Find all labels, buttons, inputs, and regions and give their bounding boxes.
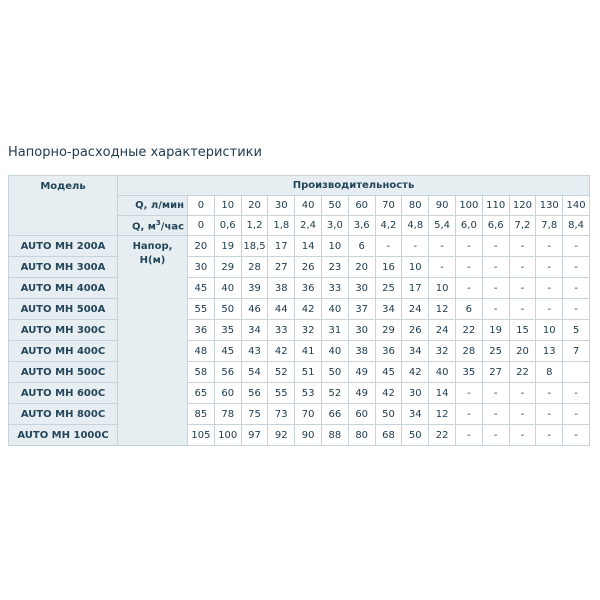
head-value-cell: - <box>509 299 536 320</box>
head-value-cell: 50 <box>375 404 402 425</box>
head-value-cell: 46 <box>241 299 268 320</box>
head-value-cell: 20 <box>188 236 215 257</box>
head-value-cell: 31 <box>321 320 348 341</box>
head-value-cell: 42 <box>268 341 295 362</box>
head-value-cell: 27 <box>482 362 509 383</box>
head-value-cell: 90 <box>295 425 322 446</box>
flow-lmin-cell: 120 <box>509 196 536 216</box>
head-value-cell: - <box>563 257 590 278</box>
head-value-cell: 24 <box>402 299 429 320</box>
head-value-cell: 36 <box>375 341 402 362</box>
head-value-cell: 36 <box>295 278 322 299</box>
table-row <box>9 383 590 404</box>
head-value-cell: 54 <box>241 362 268 383</box>
flow-m3h-cell: 0,6 <box>214 216 241 236</box>
head-value-cell: 7 <box>563 341 590 362</box>
head-value-cell: 39 <box>241 278 268 299</box>
head-value-cell: 10 <box>321 236 348 257</box>
head-value-cell: 35 <box>455 362 482 383</box>
head-value-cell: - <box>482 404 509 425</box>
head-value-cell: - <box>455 257 482 278</box>
flow-lmin-label: Q, л/мин <box>118 196 188 216</box>
head-value-cell: 51 <box>295 362 322 383</box>
head-value-cell: 19 <box>482 320 509 341</box>
head-value-cell: - <box>563 404 590 425</box>
head-value-cell: 52 <box>321 383 348 404</box>
head-value-cell: 68 <box>375 425 402 446</box>
head-value-cell: - <box>455 425 482 446</box>
head-value-cell: - <box>509 425 536 446</box>
head-value-cell: 73 <box>268 404 295 425</box>
head-value-cell: - <box>375 236 402 257</box>
head-value-cell: 24 <box>429 320 456 341</box>
head-value-cell: 17 <box>268 236 295 257</box>
flow-m3h-cell: 1,8 <box>268 216 295 236</box>
head-value-cell: 30 <box>402 383 429 404</box>
head-value-cell: 20 <box>509 341 536 362</box>
head-value-cell: 20 <box>348 257 375 278</box>
head-value-cell: 30 <box>348 278 375 299</box>
head-value-cell: 18,5 <box>241 236 268 257</box>
head-value-cell: 85 <box>188 404 215 425</box>
head-value-cell: 45 <box>375 362 402 383</box>
head-value-cell: - <box>482 299 509 320</box>
flow-m3h-cell: 3,0 <box>321 216 348 236</box>
flow-m3h-cell: 4,2 <box>375 216 402 236</box>
head-value-cell: 80 <box>348 425 375 446</box>
head-value-cell: 40 <box>214 278 241 299</box>
performance-table <box>8 175 590 446</box>
table-row <box>9 362 590 383</box>
head-value-cell: 75 <box>241 404 268 425</box>
head-value-cell: 32 <box>295 320 322 341</box>
head-value-cell: 33 <box>268 320 295 341</box>
head-value-cell: 12 <box>429 404 456 425</box>
head-value-cell: - <box>509 278 536 299</box>
head-value-cell: 38 <box>268 278 295 299</box>
head-value-cell: 55 <box>188 299 215 320</box>
head-value-cell: 10 <box>402 257 429 278</box>
model-name: AUTO MH 1000C <box>9 425 118 446</box>
head-value-cell: 60 <box>348 404 375 425</box>
head-value-cell: 27 <box>268 257 295 278</box>
table-row <box>9 320 590 341</box>
flow-m3h-cell: 8,4 <box>563 216 590 236</box>
head-value-cell: 34 <box>375 299 402 320</box>
head-value-cell: 45 <box>188 278 215 299</box>
head-value-cell: 49 <box>348 362 375 383</box>
flow-m3h-cell: 2,4 <box>295 216 322 236</box>
head-value-cell: 13 <box>536 341 563 362</box>
head-value-cell: 12 <box>429 299 456 320</box>
page-title: Напорно-расходные характеристики <box>8 145 262 160</box>
head-value-cell: 40 <box>429 362 456 383</box>
head-value-cell: 41 <box>295 341 322 362</box>
head-value-cell: - <box>509 404 536 425</box>
flow-lmin-cell: 60 <box>348 196 375 216</box>
head-value-cell: 60 <box>214 383 241 404</box>
head-value-cell: 97 <box>241 425 268 446</box>
model-name: AUTO MH 200A <box>9 236 118 257</box>
model-name: AUTO MH 600C <box>9 383 118 404</box>
head-value-cell: - <box>455 236 482 257</box>
flow-lmin-cell: 80 <box>402 196 429 216</box>
head-value-cell: 65 <box>188 383 215 404</box>
head-value-cell: - <box>429 236 456 257</box>
head-value-cell: 40 <box>321 341 348 362</box>
head-value-cell: 40 <box>321 299 348 320</box>
head-value-cell: 92 <box>268 425 295 446</box>
model-name: AUTO MH 800C <box>9 404 118 425</box>
flow-lmin-cell: 20 <box>241 196 268 216</box>
head-value-cell: 34 <box>241 320 268 341</box>
head-value-cell: 25 <box>482 341 509 362</box>
head-label <box>118 236 188 446</box>
flow-m3h-cell: 7,8 <box>536 216 563 236</box>
head-value-cell: 42 <box>402 362 429 383</box>
flow-m3h-cell: 5,4 <box>429 216 456 236</box>
head-value-cell: 19 <box>214 236 241 257</box>
head-value-cell: - <box>429 257 456 278</box>
head-value-cell: - <box>455 278 482 299</box>
head-value-cell: - <box>482 257 509 278</box>
head-value-cell: - <box>482 236 509 257</box>
head-value-cell: 30 <box>348 320 375 341</box>
flow-m3h-cell: 7,2 <box>509 216 536 236</box>
model-name: AUTO MH 400C <box>9 341 118 362</box>
head-value-cell: 55 <box>268 383 295 404</box>
flow-lmin-cell: 140 <box>563 196 590 216</box>
head-value-cell: 34 <box>402 341 429 362</box>
head-value-cell: 50 <box>214 299 241 320</box>
head-value-cell: - <box>536 383 563 404</box>
head-value-cell: 48 <box>188 341 215 362</box>
head-value-cell: - <box>482 425 509 446</box>
head-value-cell: 10 <box>536 320 563 341</box>
head-value-cell: 42 <box>295 299 322 320</box>
head-value-cell: 58 <box>188 362 215 383</box>
head-value-cell: 16 <box>375 257 402 278</box>
head-value-cell: 22 <box>455 320 482 341</box>
head-value-cell: 26 <box>402 320 429 341</box>
head-value-cell: 23 <box>321 257 348 278</box>
table-row <box>9 236 590 257</box>
model-name: AUTO MH 400A <box>9 278 118 299</box>
head-label-line: Напор, <box>132 241 173 252</box>
head-value-cell: 56 <box>241 383 268 404</box>
flow-m3h-cell: 1,2 <box>241 216 268 236</box>
head-value-cell: 66 <box>321 404 348 425</box>
table-row <box>9 257 590 278</box>
head-value-cell: 25 <box>375 278 402 299</box>
table-row <box>9 341 590 362</box>
head-value-cell: 37 <box>348 299 375 320</box>
head-value-cell: 44 <box>268 299 295 320</box>
head-value-cell: 38 <box>348 341 375 362</box>
head-value-cell: - <box>563 236 590 257</box>
model-name: AUTO MH 500A <box>9 299 118 320</box>
head-value-cell: 6 <box>348 236 375 257</box>
model-column-header: Модель <box>9 176 118 236</box>
head-value-cell: 53 <box>295 383 322 404</box>
head-value-cell: 30 <box>188 257 215 278</box>
head-value-cell: 28 <box>241 257 268 278</box>
head-value-cell: 49 <box>348 383 375 404</box>
head-value-cell: 15 <box>509 320 536 341</box>
head-value-cell: - <box>536 299 563 320</box>
model-name: AUTO MH 500C <box>9 362 118 383</box>
head-value-cell: 50 <box>321 362 348 383</box>
head-value-cell: 36 <box>188 320 215 341</box>
flow-lmin-cell: 30 <box>268 196 295 216</box>
head-value-cell: 70 <box>295 404 322 425</box>
head-value-cell: - <box>509 383 536 404</box>
head-value-cell: 29 <box>214 257 241 278</box>
flow-lmin-cell: 90 <box>429 196 456 216</box>
head-value-cell: 5 <box>563 320 590 341</box>
flow-lmin-cell: 50 <box>321 196 348 216</box>
flow-m3h-cell: 6,6 <box>482 216 509 236</box>
head-value-cell: 56 <box>214 362 241 383</box>
model-rows <box>9 236 590 446</box>
model-name: AUTO MH 300A <box>9 257 118 278</box>
flow-m3h-label: Q, $м^3$/час <box>118 216 188 236</box>
head-value-cell: 28 <box>455 341 482 362</box>
header-row <box>9 176 590 196</box>
head-value-cell: 22 <box>509 362 536 383</box>
head-value-cell: - <box>563 278 590 299</box>
flow-m3h-cell: 0 <box>188 216 215 236</box>
model-name: AUTO MH 300C <box>9 320 118 341</box>
head-value-cell: 32 <box>429 341 456 362</box>
head-value-cell: 35 <box>214 320 241 341</box>
flow-lmin-cell: 40 <box>295 196 322 216</box>
flow-m3h-cell: 6,0 <box>455 216 482 236</box>
head-value-cell: - <box>536 257 563 278</box>
head-value-cell: - <box>482 278 509 299</box>
head-value-cell: 52 <box>268 362 295 383</box>
head-value-cell: 45 <box>214 341 241 362</box>
head-label-unit: Н(м) <box>139 255 166 266</box>
head-value-cell: - <box>402 236 429 257</box>
table-row <box>9 278 590 299</box>
flow-lmin-cell: 70 <box>375 196 402 216</box>
head-value-cell: 88 <box>321 425 348 446</box>
head-value-cell: - <box>455 383 482 404</box>
table-row <box>9 404 590 425</box>
head-value-cell: - <box>563 383 590 404</box>
performance-header: Производительность <box>118 176 590 196</box>
flow-lmin-cell: 100 <box>455 196 482 216</box>
head-value-cell: 50 <box>402 425 429 446</box>
head-value-cell: 78 <box>214 404 241 425</box>
head-value-cell: - <box>563 299 590 320</box>
head-value-cell: 43 <box>241 341 268 362</box>
head-value-cell <box>563 362 590 383</box>
head-value-cell: - <box>536 236 563 257</box>
flow-m3h-cell: 3,6 <box>348 216 375 236</box>
table-row <box>9 425 590 446</box>
head-value-cell: 105 <box>188 425 215 446</box>
head-value-cell: 26 <box>295 257 322 278</box>
head-value-cell: - <box>455 404 482 425</box>
table-row <box>9 299 590 320</box>
head-value-cell: - <box>509 236 536 257</box>
head-value-cell: - <box>536 278 563 299</box>
head-value-cell: 8 <box>536 362 563 383</box>
flow-lmin-cell: 0 <box>188 196 215 216</box>
head-value-cell: 34 <box>402 404 429 425</box>
flow-lmin-cell: 110 <box>482 196 509 216</box>
head-value-cell: - <box>563 425 590 446</box>
head-value-cell: 14 <box>429 383 456 404</box>
head-value-cell: 33 <box>321 278 348 299</box>
head-value-cell: 17 <box>402 278 429 299</box>
flow-m3h-cell: 4,8 <box>402 216 429 236</box>
head-value-cell: 29 <box>375 320 402 341</box>
head-value-cell: - <box>536 404 563 425</box>
head-value-cell: 10 <box>429 278 456 299</box>
head-value-cell: - <box>509 257 536 278</box>
head-value-cell: 14 <box>295 236 322 257</box>
head-value-cell: - <box>536 425 563 446</box>
flow-lmin-cell: 10 <box>214 196 241 216</box>
head-value-cell: 42 <box>375 383 402 404</box>
flow-lmin-cell: 130 <box>536 196 563 216</box>
head-value-cell: 6 <box>455 299 482 320</box>
head-value-cell: - <box>482 383 509 404</box>
head-value-cell: 100 <box>214 425 241 446</box>
head-value-cell: 22 <box>429 425 456 446</box>
